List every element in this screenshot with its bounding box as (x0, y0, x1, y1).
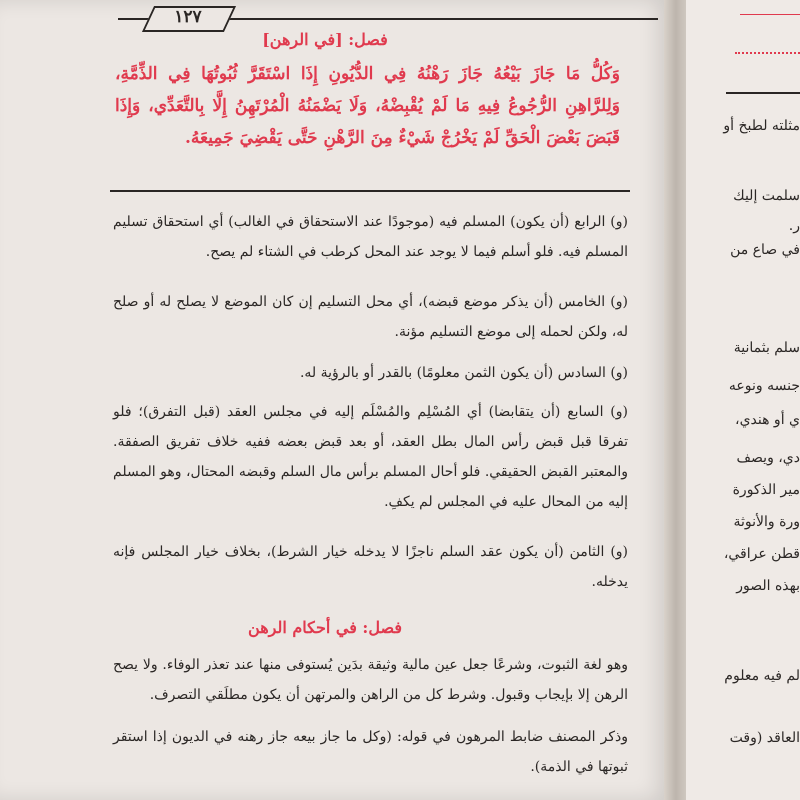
right-dotted-line (735, 52, 800, 54)
right-text-line: في صاع من (730, 242, 800, 258)
right-header-mark (740, 14, 800, 15)
right-text-line: ي أو هندي، (735, 412, 800, 428)
right-text-line: ورة والأنوثة (733, 514, 800, 530)
paragraph-fourth-condition: (و) الرابع (أن يكون) المسلم فيه (موجودًا عند الاستحقاق في الغالب) أي استحقاق تسليم المسلم فيه. فلو أسلم فيما لا يوجد عند المحل كرطب في الشتاء لم يصح. (113, 214, 628, 260)
right-text-line: بهذه الصور (736, 578, 800, 594)
right-text-line: سلم بثمانية (733, 340, 800, 356)
right-text-line: العاقد (وقت (729, 730, 800, 746)
section-divider (110, 190, 630, 192)
paragraph-sixth-condition: (و) السادس (أن يكون الثمن معلومًا) بالقدر أو بالرؤية له. (299, 365, 628, 381)
right-text-line: ر. (788, 218, 800, 234)
right-text-line: لم فيه معلوم (724, 668, 800, 684)
right-text-line: مير الذكورة (732, 482, 800, 498)
paragraph-eighth-condition: (و) الثامن (أن يكون عقد السلم ناجزًا لا يدخله خيار الشرط)، بخلاف خيار المجلس فإنه يدخله. (113, 544, 628, 590)
section-title-rahn: فصل: [في الرهن] (262, 30, 388, 49)
right-text-line: جنسه ونوعه (728, 378, 800, 394)
paragraph-seventh-condition: (و) السابع (أن يتقابضا) أي المُسْلِم والمُسْلَم إليه في مجلس العقد (قبل التفرق)؛ فلو تفرقا قبل قبض رأس المال بطل العقد، أو بعد قبض بعضه ففيه خلاف تفريق الصفقة. والمعتبر القبض الحقيقي. فلو أحال المسلم برأس مال السلم وقبضه المحتال، وهو المسلم إليه من المحال عليه في المجلس لم يكفِ. (113, 404, 628, 510)
paragraph-rahn-definition: وهو لغة الثبوت، وشرعًا جعل عين مالية وثيقة بدَين يُستوفى منها عند تعذر الوفاء. ولا يصح الرهن إلا بإيجاب وقبول. وشرط كل من الراهن والمرتهن أن يكون مطلَقي التصرف. (113, 657, 628, 703)
right-rule (726, 92, 800, 94)
matn-text: وَكُلُّ مَا جَازَ بَيْعُهُ جَازَ رَهْنُهُ فِي الدُّيُونِ إِذَا اسْتَقَرَّ ثُبُوتُهَا فِي الذِّمَّةِ، وَلِلرَّاهِنِ الرُّجُوعُ فِيهِ مَا لَمْ يُقْبِضْهُ، وَلَا يَضْمَنُهُ الْمُرْتَهِنُ إِلَّا بِالتَّعَدِّي، وَإِذَا قَبَضَ بَعْضَ الْحَقِّ لَمْ يَخْرُجْ شَيْءٌ مِنَ الرَّهْنِ حَتَّى يَقْضِيَ جَمِيعَهُ. (115, 64, 620, 148)
right-text-line: سلمت إليك (733, 188, 800, 204)
paragraph-rahn-criterion: وذكر المصنف ضابط المرهون في قوله: (وكل ما جاز بيعه جاز رهنه في الديون إذا استقر ثبوتها في الذمة). (113, 729, 628, 775)
paragraph-fifth-condition: (و) الخامس (أن يذكر موضع قبضه)، أي محل التسليم إن كان الموضع لا يصلح له أو صلح له، ولكن لحمله إلى موضع التسليم مؤنة. (113, 294, 628, 340)
right-text-line: قطن عراقي، (723, 546, 800, 562)
page-number: ١٢٧ (174, 7, 202, 27)
section-title-rahn-rulings: فصل: في أحكام الرهن (248, 618, 402, 637)
right-text-line: مثلته لطبخ أو (723, 118, 800, 134)
right-text-line: دي، ويصف (736, 450, 800, 466)
